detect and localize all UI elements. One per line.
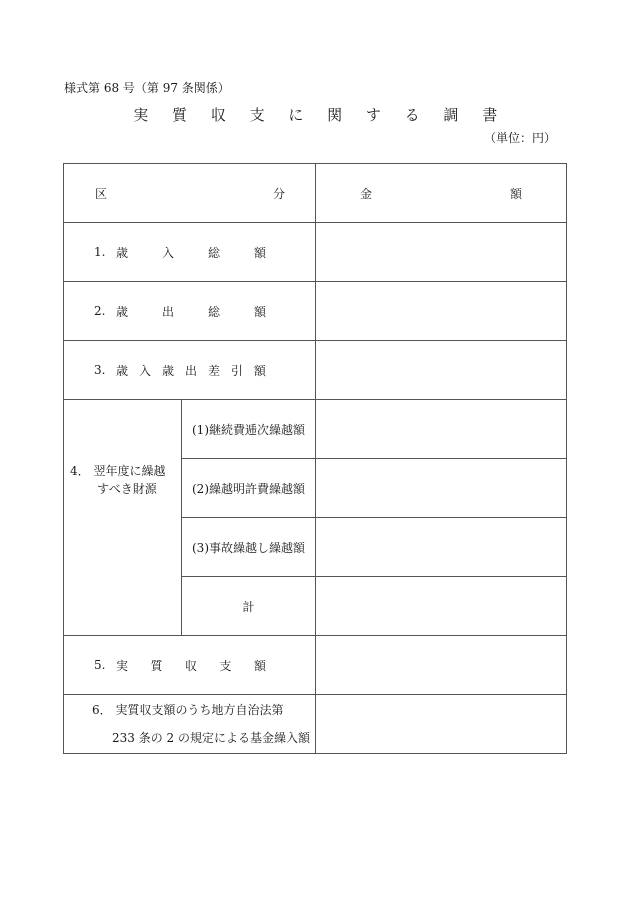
label-char: 歳 <box>161 363 174 378</box>
table-row-balance <box>64 341 567 400</box>
continuing-expense-label: (1)継続費逓次繰越額 <box>182 400 316 459</box>
page-title: 実 質 収 支 に 関 す る 調 書 <box>133 106 507 124</box>
fund-transfer-line1: 6． 実質収支額のうち地方自治法第 <box>92 703 284 717</box>
label-char: 額 <box>253 245 266 260</box>
row-number: 2. <box>94 304 106 318</box>
label-char: 入 <box>138 363 151 378</box>
real-balance-label <box>64 636 316 695</box>
label-char: 総 <box>207 245 220 260</box>
expenditure-total-label <box>64 282 316 341</box>
table-row-expenditure-total <box>64 282 567 341</box>
fund-transfer-line2: 233 条の 2 の規定による基金繰入額 <box>112 731 310 745</box>
row-label-text <box>116 244 266 261</box>
header-row <box>64 164 567 223</box>
row-label-text <box>116 657 266 674</box>
table-row-revenue-total <box>64 223 567 282</box>
header-amount-cell <box>316 164 567 223</box>
carryover-label-line2: すべき財源 <box>97 482 157 496</box>
table-row-carryover-1 <box>64 400 567 459</box>
row-label-text <box>116 303 266 320</box>
label-char: 総 <box>207 304 220 319</box>
table-row-fund-transfer <box>64 695 567 754</box>
label-char: 額 <box>253 304 266 319</box>
label-char: 引 <box>230 363 243 378</box>
label-char: 額 <box>253 658 266 673</box>
label-char: 歳 <box>116 245 129 260</box>
unit-label: （単位：円） <box>483 131 556 145</box>
balance-label <box>64 341 316 400</box>
label-char: 歳 <box>116 363 129 378</box>
accident-carryover-label: (3)事故繰越し繰越額 <box>182 518 316 577</box>
header-amount-char-2: 額 <box>509 186 522 201</box>
label-char: 実 <box>116 658 129 673</box>
row-number: 5. <box>94 658 106 672</box>
settlement-table <box>63 163 567 754</box>
label-char: 支 <box>219 658 232 673</box>
label-char: 差 <box>207 363 220 378</box>
row-label-text <box>116 362 266 379</box>
revenue-total-value[interactable] <box>316 223 567 282</box>
table-row-real-balance <box>64 636 567 695</box>
row-number: 3. <box>94 363 106 377</box>
header-amount-char-1: 金 <box>360 186 373 201</box>
balance-value[interactable] <box>316 341 567 400</box>
carryover-total-label: 計 <box>182 577 316 636</box>
header-category-char-2: 分 <box>272 186 285 201</box>
expenditure-total-value[interactable] <box>316 282 567 341</box>
explicit-carryover-label: (2)繰越明許費繰越額 <box>182 459 316 518</box>
label-char: 質 <box>150 658 163 673</box>
label-char: 歳 <box>116 304 129 319</box>
continuing-expense-value[interactable] <box>316 400 567 459</box>
label-char: 出 <box>161 304 174 319</box>
fund-transfer-value[interactable] <box>316 695 567 754</box>
real-balance-value[interactable] <box>316 636 567 695</box>
form-number: 様式第 68 号（第 97 条関係） <box>64 81 230 95</box>
header-category-cell <box>64 164 316 223</box>
carryover-total-value[interactable] <box>316 577 567 636</box>
explicit-carryover-value[interactable] <box>316 459 567 518</box>
fund-transfer-label <box>64 695 316 754</box>
label-char: 額 <box>253 363 266 378</box>
label-char: 入 <box>161 245 174 260</box>
header-category-char-1: 区 <box>95 186 108 201</box>
label-char: 出 <box>184 363 197 378</box>
accident-carryover-value[interactable] <box>316 518 567 577</box>
row-number: 1. <box>94 245 106 259</box>
revenue-total-label <box>64 223 316 282</box>
label-char: 収 <box>184 658 197 673</box>
carryover-label-line1: 4． 翌年度に繰越 <box>70 464 166 478</box>
carryover-label <box>64 400 182 636</box>
